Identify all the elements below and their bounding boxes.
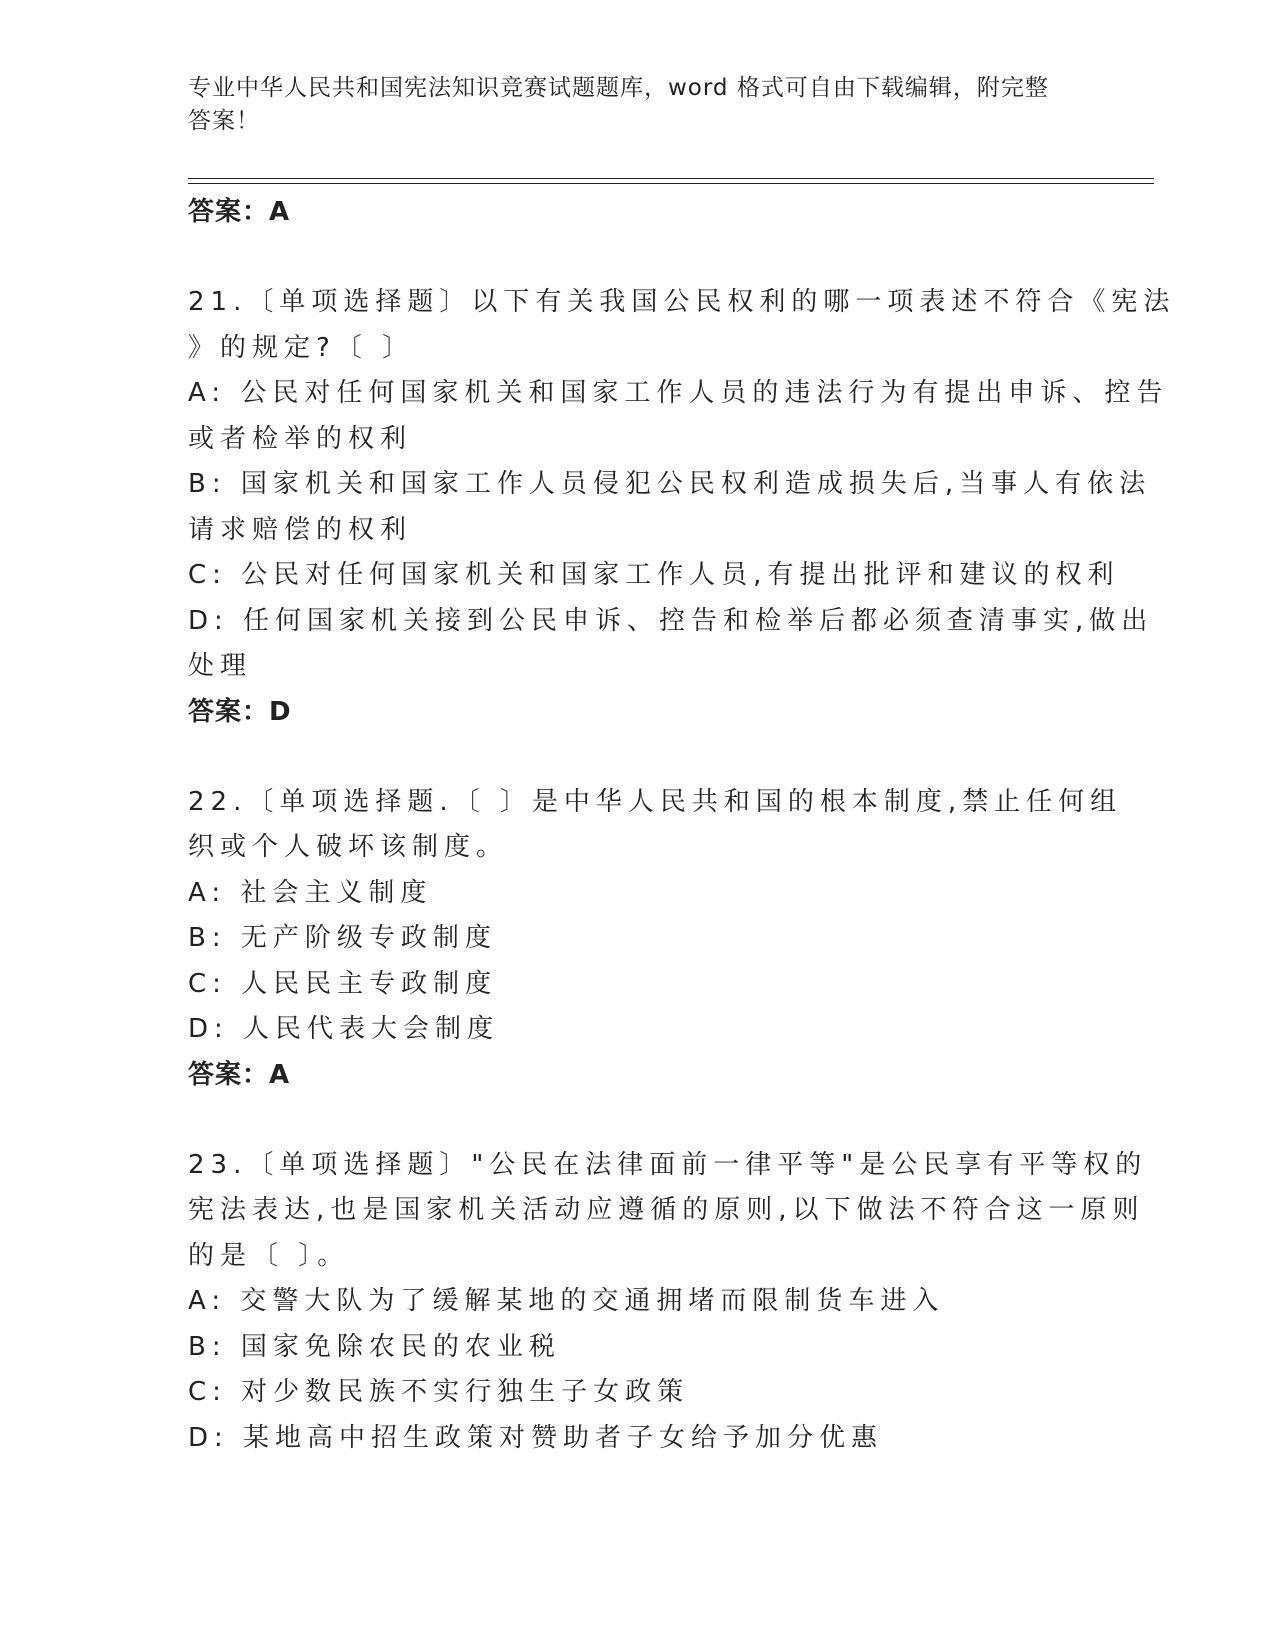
- answer-line-q21: 答案：D: [188, 696, 292, 727]
- answer-line-q22: 答案：A: [188, 1059, 291, 1090]
- option-b-line-2: 请求赔偿的权利: [188, 514, 413, 545]
- option-a: A: 社会主义制度: [188, 877, 433, 908]
- question-23: [188, 1143, 1148, 1462]
- answer-line-q20: 答案：A: [188, 197, 291, 227]
- header-line-2: 答案！: [188, 108, 260, 134]
- header-divider-top: [188, 178, 1154, 179]
- option-b: B: 国家免除农民的农业税: [188, 1331, 561, 1362]
- option-c: C: 对少数民族不实行独生子女政策: [188, 1377, 690, 1407]
- question-22: [188, 780, 1123, 1097]
- header-divider-bottom: [188, 183, 1154, 184]
- question-text-line: 22.〔单项选择题.〔 〕是中华人民共和国的根本制度,禁止任何组: [188, 786, 1123, 817]
- question-text-line: 23.〔单项选择题〕"公民在法律面前一律平等"是公民享有平等权的: [188, 1149, 1148, 1180]
- question-text-line: 织或个人破坏该制度。: [188, 832, 509, 862]
- option-c: C: 人民民主专政制度: [188, 968, 498, 999]
- header-line-1: 专业中华人民共和国宪法知识竞赛试题题库，word 格式可自由下载编辑，附完整: [188, 75, 1049, 101]
- option-a-line-1: A: 公民对任何国家机关和国家工作人员的违法行为有提出申诉、控告: [188, 378, 1169, 408]
- option-a-line-2: 或者检举的权利: [188, 423, 413, 454]
- option-a: A: 交警大队为了缓解某地的交通拥堵而限制货车进入: [188, 1286, 945, 1316]
- question-text-line: 21.〔单项选择题〕以下有关我国公民权利的哪一项表述不符合《宪法: [188, 287, 1176, 317]
- document-header: [188, 72, 1068, 138]
- option-d: D: 人民代表大会制度: [188, 1014, 500, 1044]
- option-d: D: 某地高中招生政策对赞助者子女给予加分优惠: [188, 1422, 884, 1453]
- option-d-line-2: 处理: [188, 651, 253, 681]
- question-text-line: 宪法表达,也是国家机关活动应遵循的原则,以下做法不符合这一原则: [188, 1195, 1145, 1225]
- question-21: [188, 280, 1176, 734]
- option-c: C: 公民对任何国家机关和国家工作人员,有提出批评和建议的权利: [188, 560, 1120, 590]
- question-text-line: 》的规定?〔 〕: [188, 332, 415, 363]
- option-b-line-1: B: 国家机关和国家工作人员侵犯公民权利造成损失后,当事人有依法: [188, 469, 1152, 499]
- option-d-line-1: D: 任何国家机关接到公民申诉、控告和检举后都必须查清事实,做出: [188, 605, 1154, 636]
- option-b: B: 无产阶级专政制度: [188, 923, 497, 953]
- question-text-line: 的是〔 〕。: [188, 1240, 350, 1271]
- document-body: [188, 190, 1176, 1461]
